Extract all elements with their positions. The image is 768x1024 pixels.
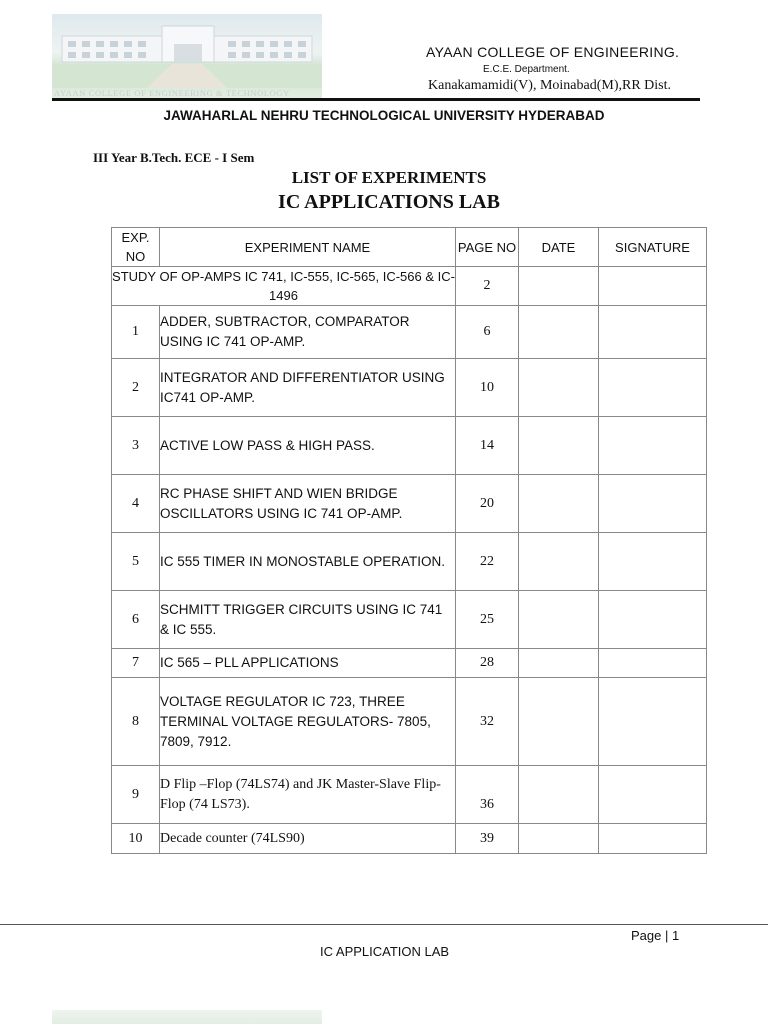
year-semester: III Year B.Tech. ECE - I Sem — [93, 150, 255, 165]
signature-cell — [599, 591, 707, 649]
page-cell: 2 — [456, 267, 519, 306]
exp-name-cell: SCHMITT TRIGGER CIRCUITS USING IC 741 & IC 555. — [160, 591, 456, 649]
college-banner-image — [52, 14, 322, 100]
signature-cell — [599, 359, 707, 417]
page-number: Page | 1 — [631, 928, 680, 943]
page-cell: 28 — [456, 649, 519, 678]
college-name: AYAAN COLLEGE OF ENGINEERING. — [426, 44, 680, 60]
exp-name-cell: RC PHASE SHIFT AND WIEN BRIDGE OSCILLATORS USING IC 741 OP-AMP. — [160, 475, 456, 533]
next-page-banner-edge — [52, 1010, 322, 1024]
footer-lab-name: IC APPLICATION LAB — [320, 944, 450, 959]
table-row — [112, 359, 707, 417]
exp-no-cell: 9 — [112, 766, 160, 824]
date-cell — [519, 591, 599, 649]
col-header-page: PAGE NO — [456, 228, 519, 267]
exp-no-cell: 2 — [112, 359, 160, 417]
date-cell — [519, 475, 599, 533]
date-cell — [519, 417, 599, 475]
exp-no-cell: 3 — [112, 417, 160, 475]
date-cell — [519, 306, 599, 359]
table-row — [112, 306, 707, 359]
exp-name-cell: ADDER, SUBTRACTOR, COMPARATOR USING IC 741 OP-AMP. — [160, 306, 456, 359]
col-header-name: EXPERIMENT NAME — [160, 228, 456, 267]
table-row — [112, 824, 707, 854]
exp-name-cell: IC 555 TIMER IN MONOSTABLE OPERATION. — [160, 533, 456, 591]
signature-cell — [599, 417, 707, 475]
page-cell: 39 — [456, 824, 519, 854]
table-row — [112, 267, 707, 306]
signature-cell — [599, 678, 707, 766]
exp-no-cell: 8 — [112, 678, 160, 766]
table-row — [112, 533, 707, 591]
signature-cell — [599, 649, 707, 678]
table-row — [112, 417, 707, 475]
exp-name-cell: Decade counter (74LS90) — [160, 824, 456, 854]
university-name: JAWAHARLAL NEHRU TECHNOLOGICAL UNIVERSITY HYDERABAD — [163, 108, 605, 123]
page-cell: 10 — [456, 359, 519, 417]
college-address: Kanakamamidi(V), Moinabad(M),RR Dist. — [428, 78, 672, 93]
exp-name-cell: IC 565 – PLL APPLICATIONS — [160, 649, 456, 678]
exp-no-cell: 4 — [112, 475, 160, 533]
exp-no-cell: 1 — [112, 306, 160, 359]
page-cell: 20 — [456, 475, 519, 533]
list-title: LIST OF EXPERIMENTS — [291, 168, 487, 187]
exp-name-cell: ACTIVE LOW PASS & HIGH PASS. — [160, 417, 456, 475]
exp-name-cell: INTEGRATOR AND DIFFERENTIATOR USING IC741 OP-AMP. — [160, 359, 456, 417]
date-cell — [519, 359, 599, 417]
exp-name-cell: D Flip –Flop (74LS74) and JK Master-Slave Flip-Flop (74 LS73). — [160, 766, 456, 824]
signature-cell — [599, 824, 707, 854]
col-header-date: DATE — [519, 228, 599, 267]
department-name: E.C.E. Department. — [483, 64, 570, 75]
footer-divider — [0, 924, 768, 925]
date-cell — [519, 267, 599, 306]
signature-cell — [599, 306, 707, 359]
date-cell — [519, 678, 599, 766]
experiments-table — [111, 227, 707, 854]
col-header-exp-no: EXP. NO — [112, 228, 160, 267]
date-cell — [519, 533, 599, 591]
page-cell: 14 — [456, 417, 519, 475]
date-cell — [519, 824, 599, 854]
page-cell: 22 — [456, 533, 519, 591]
signature-cell — [599, 766, 707, 824]
table-row — [112, 475, 707, 533]
page-cell: 6 — [456, 306, 519, 359]
table-row — [112, 766, 707, 824]
table-row — [112, 678, 707, 766]
study-row-name: STUDY OF OP-AMPS IC 741, IC-555, IC-565, IC-566 & IC-1496 — [112, 267, 456, 306]
table-row — [112, 591, 707, 649]
table-header-row — [112, 228, 707, 267]
exp-no-cell: 5 — [112, 533, 160, 591]
lab-title: IC APPLICATIONS LAB — [278, 191, 500, 213]
date-cell — [519, 649, 599, 678]
header-divider — [52, 98, 700, 101]
page-cell: 25 — [456, 591, 519, 649]
table-row — [112, 649, 707, 678]
banner-caption: AYAAN COLLEGE OF ENGINEERING & TECHNOLOGY — [54, 88, 290, 98]
exp-no-cell: 10 — [112, 824, 160, 854]
exp-name-cell: VOLTAGE REGULATOR IC 723, THREE TERMINAL VOLTAGE REGULATORS- 7805, 7809, 7912. — [160, 678, 456, 766]
signature-cell — [599, 533, 707, 591]
signature-cell — [599, 267, 707, 306]
signature-cell — [599, 475, 707, 533]
page-cell: 32 — [456, 678, 519, 766]
col-header-signature: SIGNATURE — [599, 228, 707, 267]
exp-no-cell: 6 — [112, 591, 160, 649]
date-cell — [519, 766, 599, 824]
page-cell: 36 — [456, 766, 519, 824]
exp-no-cell: 7 — [112, 649, 160, 678]
